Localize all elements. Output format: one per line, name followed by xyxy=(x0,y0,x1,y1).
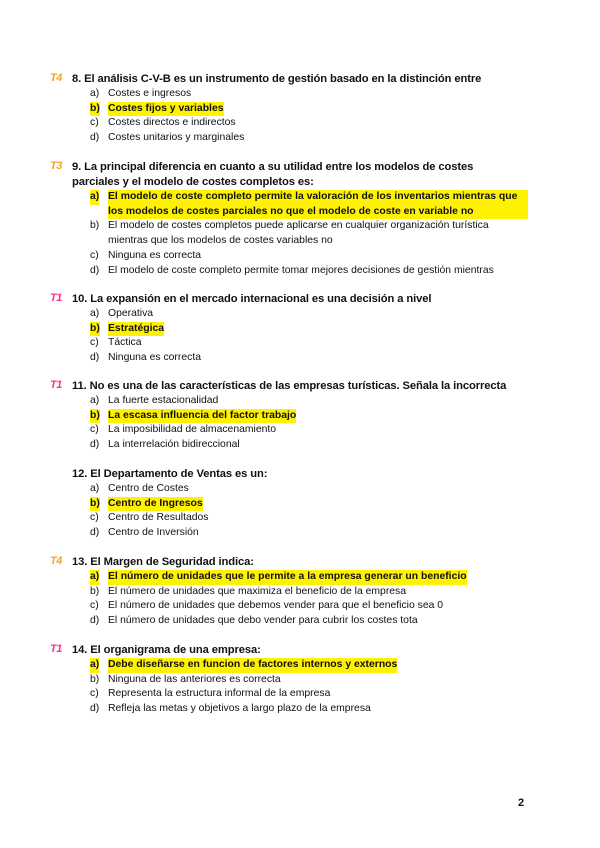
question-13 xyxy=(0,555,600,627)
option-a: a) Costes e ingresos xyxy=(90,88,192,99)
option-b-correct: b) Costes fijos y variables xyxy=(90,102,244,117)
annotation-tag: T1 xyxy=(50,292,62,304)
option-d: d) La interrelación bidireccional xyxy=(90,439,240,451)
question-12 xyxy=(0,467,600,539)
question-title: 10. La expansión en el mercado internacional es una decisión a nivel xyxy=(72,293,432,305)
option-c: c) El número de unidades que debemos vender para que el beneficio sea 0 xyxy=(90,600,444,612)
option-b: b) El modelo de costes completos puede aplicarse en cualquier organización turística mientras que los modelos de costes variables no xyxy=(90,220,489,247)
option-b-correct: b) La escasa influencia del factor trabajo xyxy=(90,409,296,424)
options-list xyxy=(90,482,209,541)
question-title: 8. El análisis C-V-B es un instrumento de gestión basado en la distinción entre xyxy=(72,73,482,85)
question-title: 9. La principal diferencia en cuanto a su utilidad entre los modelos de costes parciales y el modelo de costes completos es: xyxy=(72,161,474,188)
option-a-correct: a) El número de unidades que le permite a la empresa generar un beneficio xyxy=(90,570,467,585)
option-d: d) Costes unitarios y marginales xyxy=(90,132,245,144)
annotation-tag: T4 xyxy=(50,555,62,567)
option-a: a) Operativa xyxy=(90,308,154,319)
option-a: a) La fuerte estacionalidad xyxy=(90,395,219,406)
question-9 xyxy=(0,160,600,276)
options-list xyxy=(90,307,201,366)
question-11 xyxy=(0,379,600,451)
option-c: c) La imposibilidad de almacenamiento xyxy=(90,424,277,436)
option-d: d) El modelo de coste completo permite tomar mejores decisiones de gestión mientras xyxy=(90,264,494,276)
option-c: c) Táctica xyxy=(90,337,142,349)
option-a: a) Centro de Costes xyxy=(90,483,189,494)
question-8 xyxy=(0,72,600,144)
options-list xyxy=(90,658,397,717)
question-10 xyxy=(0,292,600,364)
annotation-tag: T1 xyxy=(50,643,62,655)
annotation-tag: T4 xyxy=(50,72,62,84)
option-c: c) Representa la estructura informal de la empresa xyxy=(90,688,331,700)
option-d: d) Centro de Inversión xyxy=(90,527,199,539)
question-title: 14. El organigrama de una empresa: xyxy=(72,644,261,656)
page-number: 2 xyxy=(518,797,525,809)
options-list xyxy=(90,394,296,453)
option-d: d) Ninguna es correcta xyxy=(90,352,201,364)
option-b: b) El número de unidades que maximiza el beneficio de la empresa xyxy=(90,585,407,597)
annotation-tag: T1 xyxy=(50,379,62,391)
option-b-correct: b) Centro de Ingresos xyxy=(90,497,209,512)
option-d: d) El número de unidades que debo vender para cubrir los costes tota xyxy=(90,615,418,627)
question-title: 13. El Margen de Seguridad indica: xyxy=(72,556,254,568)
annotation-tag: T3 xyxy=(50,160,62,172)
options-list xyxy=(90,570,467,629)
option-c: c) Ninguna es correcta xyxy=(90,249,201,261)
question-title: 12. El Departamento de Ventas es un: xyxy=(72,468,268,480)
option-a-correct: a) Debe diseñarse en funcion de factores internos y externos xyxy=(90,658,397,673)
option-b: b) Ninguna de las anteriores es correcta xyxy=(90,673,281,685)
options-list xyxy=(90,87,244,146)
question-title: 11. No es una de las características de las empresas turísticas. Señala la incorrecta xyxy=(72,380,507,392)
option-d: d) Refleja las metas y objetivos a largo plazo de la empresa xyxy=(90,703,371,715)
options-list xyxy=(90,190,528,278)
option-c: c) Costes directos e indirectos xyxy=(90,117,236,129)
option-c: c) Centro de Resultados xyxy=(90,512,209,524)
option-b-correct: b) Estratégica xyxy=(90,322,201,337)
question-14 xyxy=(0,643,600,715)
option-a-correct: a) El modelo de coste completo permite la valoración de los inventarios mientras que los modelos de costes parciales no que el modelo de coste en variable no xyxy=(90,190,528,219)
